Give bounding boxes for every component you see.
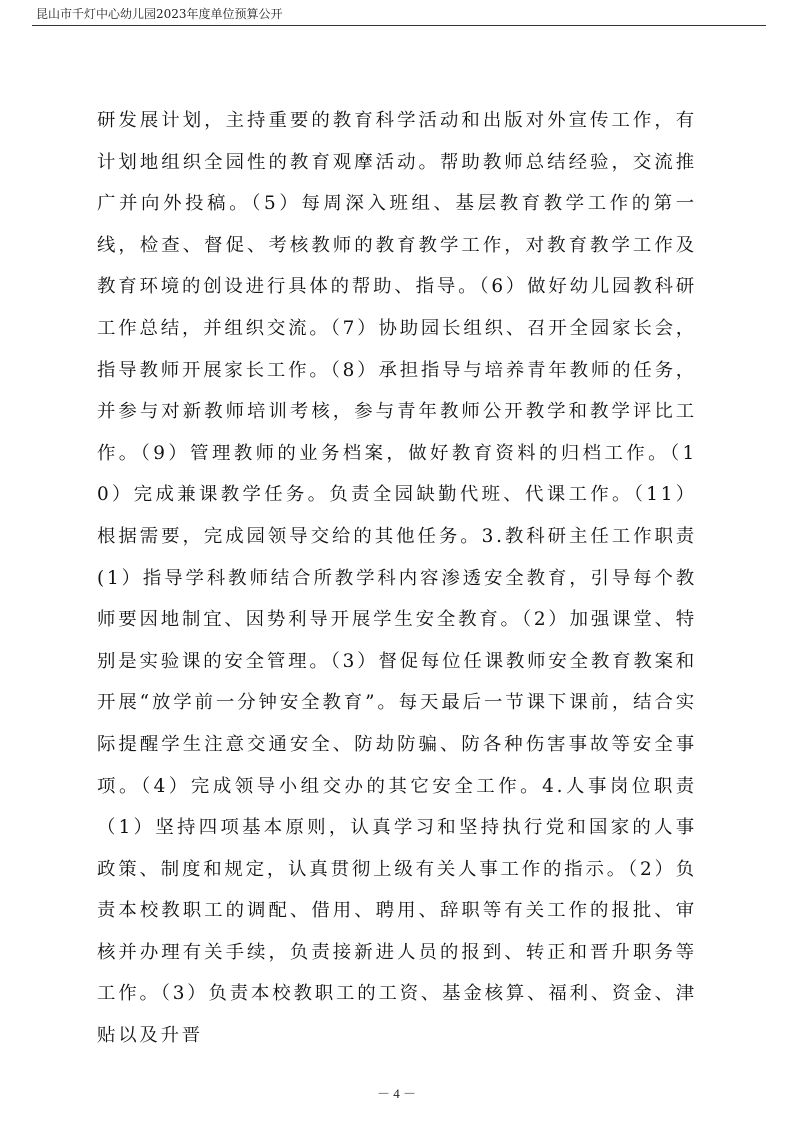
page-header-title: 昆山市千灯中心幼儿园2023年度单位预算公开 [36,7,283,21]
page-number: － 4 － [376,1086,416,1101]
header-divider [32,25,766,26]
body-paragraph: 研发展计划，主持重要的教育科学活动和出版对外宣传工作，有计划地组织全园性的教育观摩活动。帮助教师总结经验，交流推广并向外投稿。（5）每周深入班组、基层教育教学工作的第一线，检查、督促、考核教师的教育教学工作，对教育教学工作及教育环境的创设进行具体的帮助、指导。（6）做好幼儿园教科研工作总结，并组织交流。（7）协助园长组织、召开全园家长会，指导教师开展家长工作。（8）承担指导与培养青年教师的任务，并参与对新教师培训考核，参与青年教师公开教学和教学评比工作。（9）管理教师的业务档案，做好教育资料的归档工作。（10）完成兼课教学任务。负责全园缺勤代班、代课工作。（11）根据需要，完成园领导交给的其他任务。3.教科研主任工作职责(1）指导学科教师结合所教学科内容渗透安全教育，引导每个教师要因地制宜、因势利导开展学生安全教育。（2）加强课堂、特别是实验课的安全管理。（3）督促每位任课教师安全教育教案和开展“放学前一分钟安全教育”。每天最后一节课下课前，结合实际提醒学生注意交通安全、防劫防骗、防各种伤害事故等安全事项。（4）完成领导小组交办的其它安全工作。4.人事岗位职责（1）坚持四项基本原则，认真学习和坚持执行党和国家的人事政策、制度和规定，认真贯彻上级有关人事工作的指示。（2）负责本校教职工的调配、借用、聘用、辞职等有关工作的报批、审核并办理有关手续，负责接新进人员的报到、转正和晋升职务等工作。（3）负责本校教职工的工资、基金核算、福利、资金、津贴以及升晋 [97,110,697,1047]
